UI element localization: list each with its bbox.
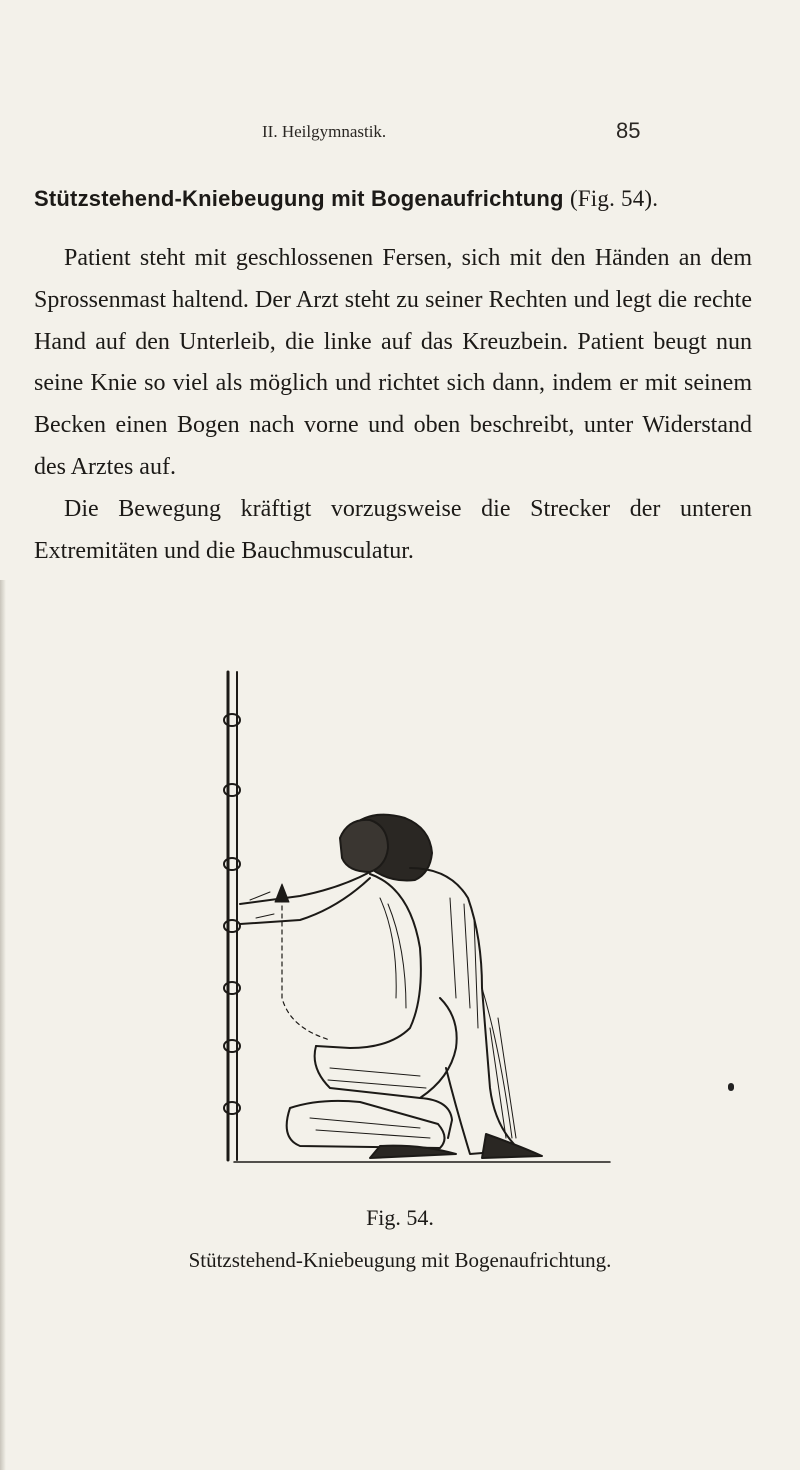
figure-caption: Stützstehend-Kniebeugung mit Bogenaufrichtung. — [188, 1248, 612, 1272]
paragraph-description: Patient steht mit geschlossenen Fersen, sich mit den Händen an dem Sprossenmast haltend. Der Arzt steht zu seiner Rechten und legt die rechte Hand auf den Unterleib, die linke auf das Kreuzbein. Patient beugt nun seine Knie so viel als möglich und richtet sich dann, indem er mit seinem Becken einen Bogen nach vorne und oben beschreibt, unter Widerstand des Arztes auf. — [34, 245, 752, 480]
running-head — [0, 118, 800, 148]
figure-reference: (Fig. 54). — [569, 186, 659, 211]
running-title: II. Heilgymnastik. — [262, 122, 387, 141]
body-text — [34, 238, 752, 572]
figure-illustration — [220, 668, 660, 1178]
section-heading-text: Stützstehend-Kniebeugung mit Bogenaufrichtung — [34, 186, 564, 211]
motion-arrow — [275, 884, 330, 1040]
page-edge-shadow — [0, 580, 6, 1470]
page-number: 85 — [616, 118, 641, 143]
ladder-pole — [224, 672, 240, 1160]
section-heading — [34, 186, 794, 212]
figure-label: Fig. 54. — [366, 1205, 434, 1230]
paragraph-effect: Die Bewegung kräftigt vorzugsweise die Strecker der unteren Extremitäten und die Bauchmusculatur. — [34, 495, 752, 564]
ink-speck — [728, 1083, 734, 1091]
